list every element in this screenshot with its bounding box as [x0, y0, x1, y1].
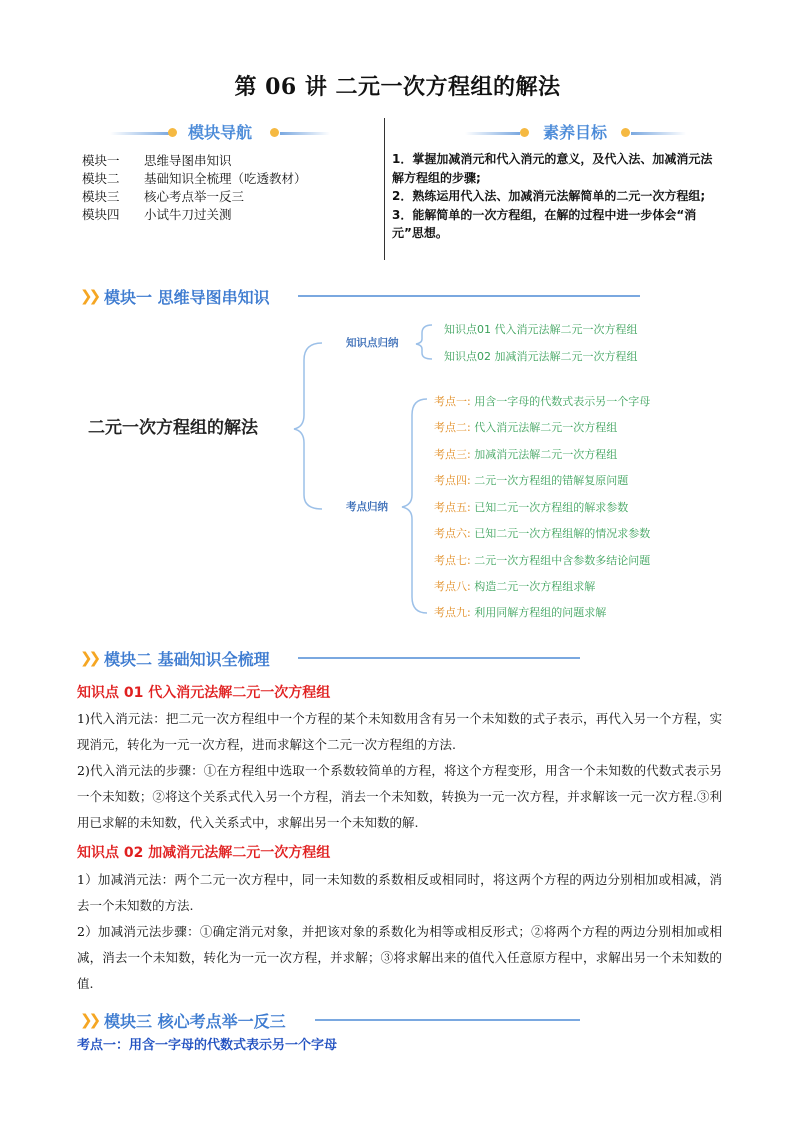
paragraph: 2)代入消元法的步骤：①在方程组中选取一个系数较简单的方程，将这个方程变形，用含一个未知数的代数式表示另一个未知数；②将这个关系式代入另一个方程，消去一个未知数，转换为一元一次方程，并求解该一元一次方程.③利用已求解的未知数，代入关系式中，求解出另一个未知数的解. [77, 763, 722, 830]
nav-item: 模块四 小试牛刀过关测 [82, 207, 232, 222]
mind-map [82, 315, 707, 625]
exam-point-leaf: 考点二: 代入消元法解二元一次方程组 [434, 421, 618, 434]
module1-heading: ❯❯ 模块一 思维导图串知识 [80, 283, 640, 309]
main-brace [294, 343, 322, 509]
exam-point-leaf: 考点九: 利用同解方程组的问题求解 [434, 606, 607, 619]
paragraph: 2）加减消元法步骤：①确定消元对象，并把该对象的系数化为相等或相反形式；②将两个方程的两边分别相加或相减，消去一个未知数，转化为一元一次方程，并求解；③将求解出来的值代入任意原方程中，求解出另一个未知数的值. [77, 924, 722, 991]
module-nav-header [110, 118, 330, 148]
double-chevron-icon: ❯❯ [80, 649, 98, 667]
goals-header [465, 118, 685, 148]
goal-item: 2．熟练运用代入法、加减消元法解简单的二元一次方程组; [392, 189, 706, 203]
exam-point-leaf: 考点八: 构造二元一次方程组求解 [434, 580, 596, 593]
goal-item: 3．能解简单的一次方程组，在解的过程中进一步体会“消元”思想。 [392, 207, 697, 240]
exam-point-leaf: 考点三: 加减消元法解二元一次方程组 [434, 448, 618, 461]
module-nav-list [82, 152, 307, 224]
module2-heading: ❯❯ 模块二 基础知识全梳理 [80, 645, 580, 671]
goals-list [392, 150, 717, 243]
branch-exam-points: 考点归纳 [346, 501, 388, 513]
exam-point-1-title: 考点一：用含一字母的代数式表示另一个字母 [77, 1038, 338, 1053]
knowledge-leaf: 知识点02 加减消元法解二元一次方程组 [444, 350, 638, 363]
page-title: 第 06 讲 二元一次方程组的解法 [234, 74, 561, 100]
dot-icon [621, 128, 630, 137]
nav-item: 模块三 核心考点举一反三 [82, 189, 245, 204]
branch1-brace [416, 325, 432, 359]
knowledge-leaf: 知识点01 代入消元法解二元一次方程组 [444, 323, 638, 336]
exam-point-leaf: 考点四: 二元一次方程组的错解复原问题 [434, 474, 629, 487]
module3-heading: ❯❯ 模块三 核心考点举一反三 [80, 1007, 580, 1033]
branch-knowledge: 知识点归纳 [346, 337, 399, 349]
goals-title: 素养目标 [542, 123, 607, 142]
nav-item: 模块二 基础知识全梳理（吃透教材） [82, 171, 307, 186]
exam-point-leaf: 考点一: 用含一字母的代数式表示另一个字母 [434, 395, 651, 408]
exam-point-leaf: 考点六: 已知二元一次方程组解的情况求参数 [434, 527, 651, 540]
exam-point-leaf: 考点七: 二元一次方程组中含参数多结论问题 [434, 554, 651, 567]
nav-item: 模块一 思维导图串知识 [82, 153, 232, 168]
exam-point-leaf: 考点五: 已知二元一次方程组的解求参数 [434, 501, 629, 514]
double-chevron-icon: ❯❯ [80, 1011, 98, 1029]
goal-item: 1．掌握加减消元和代入消元的意义，及代入法、加减消元法解方程组的步骤; [392, 152, 713, 185]
double-chevron-icon: ❯❯ [80, 287, 98, 305]
module-nav-title: 模块导航 [187, 123, 252, 142]
paragraph: 1）加减消元法：两个二元一次方程中，同一未知数的系数相反或相同时，将这两个方程的两边分别相加或相减，消去一个未知数的方法. [77, 872, 722, 913]
branch2-brace [402, 399, 427, 613]
dot-icon [270, 128, 279, 137]
knowledge-point-2-title: 知识点 02 加减消元法解二元一次方程组 [77, 845, 331, 861]
mind-map-center: 二元一次方程组的解法 [88, 418, 258, 438]
knowledge-point-1-title: 知识点 01 代入消元法解二元一次方程组 [77, 685, 331, 701]
column-divider [384, 118, 385, 260]
paragraph: 1)代入消元法：把二元一次方程组中一个方程的某个未知数用含有另一个未知数的式子表示，再代入另一个方程，实现消元，转化为一元一次方程，进而求解这个二元一次方程组的方法. [77, 711, 722, 752]
